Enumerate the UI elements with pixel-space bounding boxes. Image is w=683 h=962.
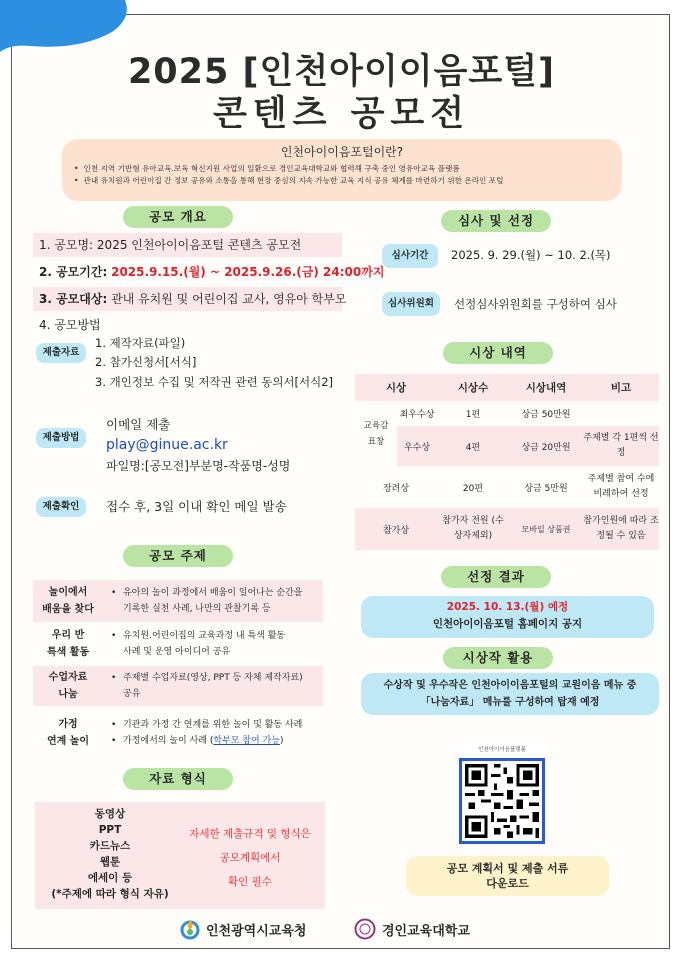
group-label: 교육감 표창 [363, 420, 389, 447]
table-row: 장려상 20편 상금 5만원 주제별 참여 수에 비례하여 선정 [382, 474, 655, 499]
col-header: 시상 [355, 374, 437, 401]
review-committee-tag: 심사위원회 [382, 292, 440, 316]
col-header: 시상내역 [509, 374, 583, 401]
format-item: 에세이 등 [87, 872, 133, 884]
table-row: 참가상 참가자 전원 (수상자제외) 모바일 상품권 참가인원에 따라 조정될 수 있음 [355, 508, 659, 550]
format-note-line: 공모계획에서 [219, 852, 281, 864]
parent-participation-link: 학부모 참여 가능 [213, 736, 280, 746]
method-email-label: 이메일 제출 [106, 417, 171, 432]
format-item: (*주제에 따라 형식 자유) [51, 888, 169, 900]
review-committee-value: 선정심사위원회를 구성하여 심사 [454, 297, 617, 311]
overview-item-name: 1. 공모명: 2025 인천아이이음포털 콘텐츠 공모전 [33, 233, 342, 257]
material-item: 2. 참가신청서[서식] [95, 355, 197, 369]
result-heading: 선정 결과 [441, 566, 551, 588]
format-heading: 자료 형식 [123, 768, 233, 790]
format-note-line: 확인 필수 [228, 876, 272, 888]
format-box [35, 802, 325, 909]
submit-method-tag: 제출방법 [36, 428, 86, 448]
footer-org2: 경인교육대학교 [354, 918, 470, 940]
page-title-line2: 콘텐츠 공모전 [212, 94, 471, 134]
method-filename: 파일명:[공모전]부분명-작품명-성명 [106, 459, 291, 473]
theme-row: 우리 반 특색 활동 • 유치원.어린이집의 교육과정 내 특색 활동 사례 및 운영 아이디어 공유 [33, 624, 323, 664]
format-note-line: 자세한 제출규격 및 형식은 [189, 828, 311, 840]
result-date: 2025. 10. 13.(월) 예정 [446, 601, 569, 613]
theme-row: 가정 연계 놀이 • 기관과 가정 간 연계를 위한 놀이 및 활동 사례 • 가정에서의 놀이 사례 (학부모 참여 가능) [33, 712, 323, 754]
incheon-office-logo-icon [180, 918, 200, 940]
review-period-value: 2025. 9. 29.(월) ~ 10. 2.(목) [451, 248, 611, 262]
confirm-tag: 제출확인 [36, 497, 86, 517]
qr-block[interactable] [456, 743, 548, 847]
format-item: 웹툰 [99, 856, 121, 868]
theme-row: 수업자료 나눔 • 주제별 수업자료(영상, PPT 등 자체 제작자료) 공유 [33, 666, 323, 706]
footer-org1: 인천광역시교육청 [180, 918, 306, 940]
overview-item-period: 2. 공모기간: 2025.9.15.(월) ~ 2025.9.26.(금) 24:00까지 [39, 265, 385, 279]
confirm-text: 접수 후, 3일 이내 확인 메일 발송 [106, 499, 287, 514]
col-header: 비고 [583, 374, 659, 401]
overview-heading: 공모 개요 [123, 206, 233, 228]
result-text: 인천아이이음포털 홈페이지 공지 [432, 618, 583, 630]
download-button[interactable]: 공모 계획서 및 제출 서류 다운로드 [406, 856, 609, 896]
page-title-line1: 2025 [인천아이이음포털] [127, 52, 556, 92]
usage-heading: 시상작 활용 [443, 647, 553, 669]
format-item: 동영상 [94, 808, 126, 820]
theme-row: 놀이에서 배움을 찾다 • 유아의 놀이 과정에서 배움이 일어나는 순간을 기록한 실천 사례, 나만의 관찰기록 등 [33, 580, 323, 622]
themes-heading: 공모 주제 [123, 545, 233, 567]
format-item: 카드뉴스 [89, 840, 131, 852]
review-period-tag: 심사기간 [382, 244, 438, 268]
overview-item-target: 3. 공모대상: 관내 유치원 및 어린이집 교사, 영유아 학부모 [33, 287, 342, 311]
col-header: 시상수 [437, 374, 509, 401]
intro-title: 인천아이이음포털이란? [280, 145, 404, 159]
prizes-heading: 시상 내역 [443, 342, 553, 364]
gyeongin-univ-logo-icon [354, 918, 376, 940]
usage-box [361, 673, 659, 715]
intro-box [62, 139, 622, 201]
review-heading: 심사 및 선정 [441, 210, 551, 232]
submit-email-link[interactable]: play@ginue.ac.kr [106, 437, 228, 453]
overview-item-method: 4. 공모방법 [39, 318, 101, 332]
intro-bullet: • 인천 지역 기반형 유아교육.보육 혁신지원 사업의 일환으로 경인교육대학교와 협력해 구축 중인 영유아교육 플랫폼 [74, 163, 610, 175]
table-row: 교육감 표창 최우수상 1편 상금 50만원 [355, 401, 659, 426]
format-item: PPT [98, 824, 122, 836]
qr-caption: 인천아이이음플랫폼 [478, 747, 526, 753]
table-row: 우수상 4편 상금 20만원 주제별 각 1편씩 선정 [355, 426, 659, 466]
material-item: 1. 제작자료(파일) [95, 336, 186, 350]
usage-line: 수상작 및 우수작은 인천아이이음포털의 교원이음 메뉴 중 [383, 680, 637, 691]
qr-code-icon[interactable] [459, 758, 545, 844]
table-header-row [355, 374, 659, 401]
usage-line: 「나눔자료」 메뉴를 구성하여 탑재 예정 [420, 697, 600, 708]
result-box [361, 596, 654, 638]
submit-materials-tag: 제출자료 [36, 343, 86, 363]
prize-table [355, 374, 659, 550]
intro-bullet: • 관내 유치원과 어린이집 간 정보 공유와 소통을 통해 현장 중심의 지속 가능한 교육 지식 공유 체계를 마련하기 위한 온라인 포털 [74, 175, 610, 187]
material-item: 3. 개인정보 수집 및 저작권 관련 동의서[서식2] [95, 375, 334, 389]
